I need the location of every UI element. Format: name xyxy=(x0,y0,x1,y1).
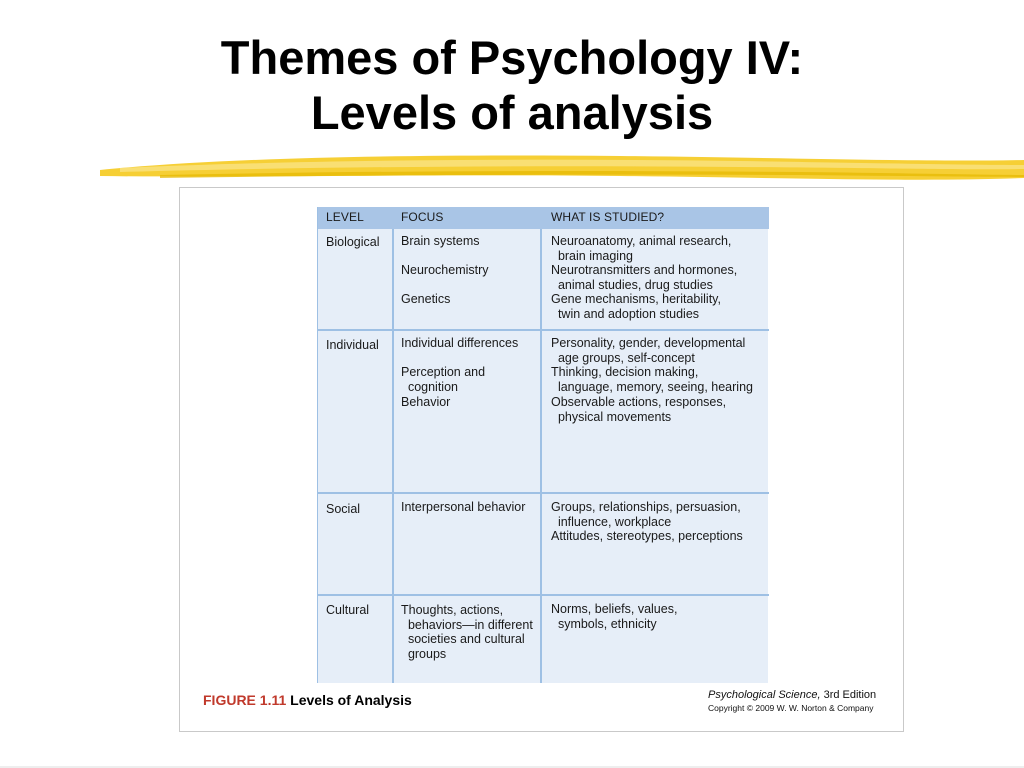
header-focus: FOCUS xyxy=(401,210,444,224)
levels-table xyxy=(317,207,768,683)
slide-title-line-1: Themes of Psychology IV: xyxy=(220,31,804,84)
row-divider xyxy=(318,329,769,331)
column-divider xyxy=(540,229,542,683)
book-edition: 3rd Edition xyxy=(823,689,877,701)
studied-cell: Gene mechanisms, heritability, twin and adoption studies xyxy=(551,292,721,321)
copyright-notice: Copyright © 2009 W. W. Norton & Company xyxy=(708,703,874,713)
studied-cell: Attitudes, stereotypes, perceptions xyxy=(551,529,743,543)
row-divider xyxy=(318,492,769,494)
table-header xyxy=(318,207,769,229)
focus-cell: Individual differences xyxy=(401,336,519,350)
table-row-level: Biological xyxy=(326,235,380,249)
focus-cell: Perception and cognition xyxy=(401,365,486,394)
figure-credit xyxy=(708,689,884,715)
slide-title xyxy=(0,30,1024,140)
focus-cell: Genetics xyxy=(401,292,451,306)
slide-title-line-2: Levels of analysis xyxy=(310,86,714,139)
studied-cell: Thinking, decision making, language, memory, seeing, hearing xyxy=(551,365,753,394)
column-divider xyxy=(392,229,394,683)
book-title: Psychological Science, xyxy=(708,689,821,701)
studied-cell: Observable actions, responses, physical movements xyxy=(551,395,727,424)
header-studied: WHAT IS STUDIED? xyxy=(551,210,665,224)
figure-number: FIGURE 1.11 xyxy=(203,692,287,708)
figure-caption xyxy=(203,692,412,708)
focus-cell: Thoughts, actions, behaviors—in different societies and cultural groups xyxy=(401,603,533,661)
studied-cell: Groups, relationships, persuasion, influence, workplace xyxy=(551,500,741,529)
table-row-level: Social xyxy=(326,502,361,516)
row-divider xyxy=(318,594,769,596)
studied-cell: Personality, gender, developmental age groups, self-concept xyxy=(551,336,746,365)
studied-cell: Norms, beliefs, values, symbols, ethnicity xyxy=(551,602,678,631)
studied-cell: Neuroanatomy, animal research, brain imaging xyxy=(551,234,732,263)
table-row-level: Individual xyxy=(326,338,379,352)
focus-cell: Interpersonal behavior xyxy=(401,500,526,514)
figure-title: Levels of Analysis xyxy=(290,692,412,708)
focus-cell: Behavior xyxy=(401,395,451,409)
focus-cell: Brain systems xyxy=(401,234,480,248)
focus-cell: Neurochemistry xyxy=(401,263,489,277)
table-row-level: Cultural xyxy=(326,603,370,617)
header-level: LEVEL xyxy=(326,210,364,224)
studied-cell: Neurotransmitters and hormones, animal studies, drug studies xyxy=(551,263,738,292)
yellow-highlighter-stroke xyxy=(100,148,1024,188)
